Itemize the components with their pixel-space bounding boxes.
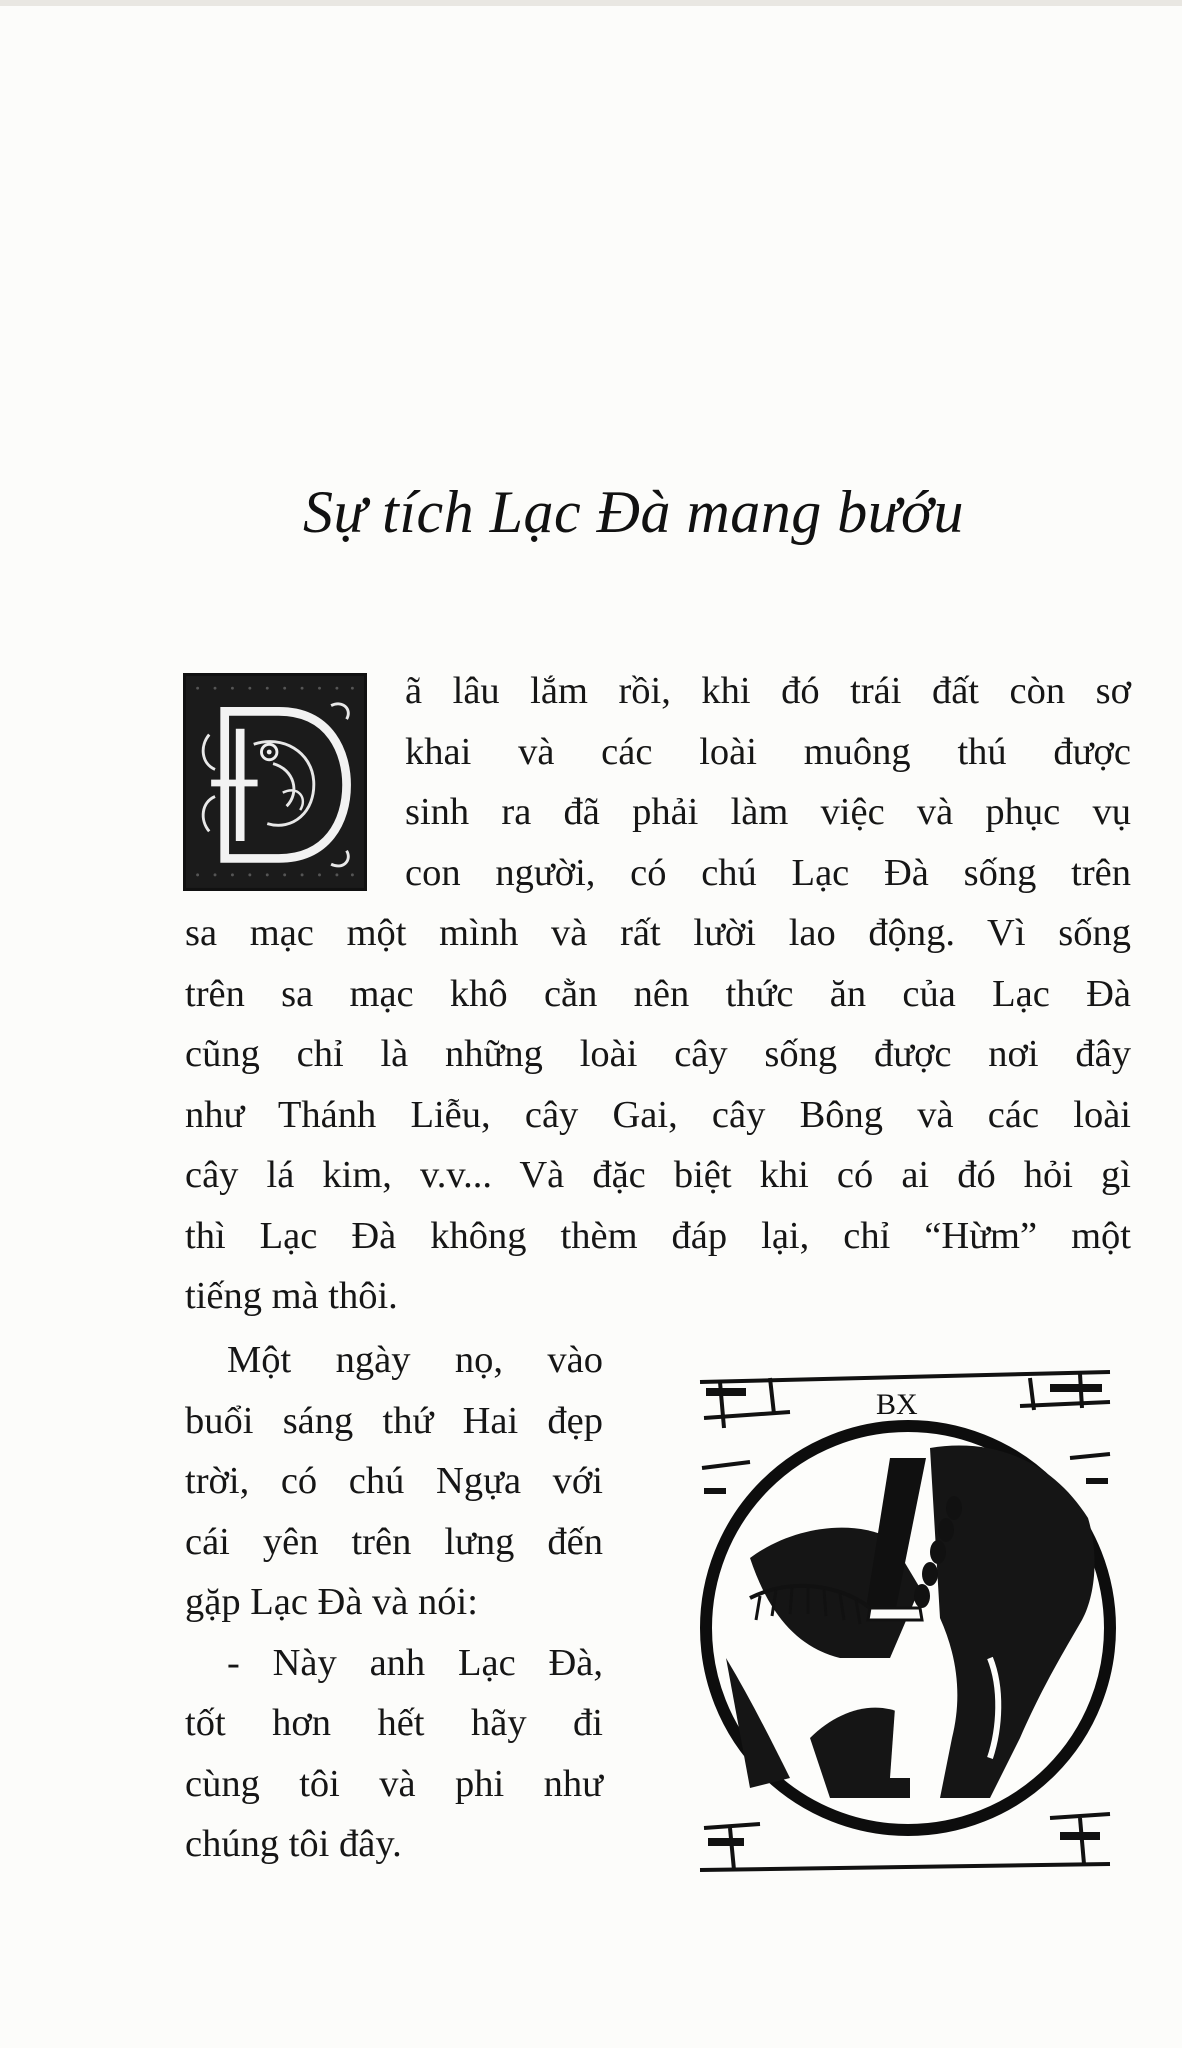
text-line: Một ngày nọ, vào: [227, 1339, 603, 1381]
text-line: cái yên trên lưng đến: [185, 1520, 603, 1563]
text-line: tốt hơn hết hãy đi: [185, 1702, 603, 1744]
paragraph-2: [185, 1330, 603, 1875]
text-line: ã lâu lắm rồi, khi đó trái đất còn sơ: [405, 670, 1131, 712]
text-line: sinh ra đã phải làm việc và phục vụ: [405, 791, 1131, 833]
text-line: cây lá kim, v.v... Và đặc biệt khi có ai đó hỏi gì: [185, 1154, 1131, 1196]
horse-illustration: [690, 1358, 1120, 1888]
dropcap-ornament: [183, 673, 367, 891]
page-edge: [0, 0, 1182, 6]
ornamental-letter-d-icon: [186, 676, 364, 888]
text-line: trời, có chú Ngựa với: [185, 1460, 603, 1502]
text-line: cũng chỉ là những loài cây sống được nơi đây: [185, 1033, 1131, 1075]
text-line: khai và các loài muông thú được: [405, 730, 1131, 773]
text-line: sa mạc một mình và rất lười lao động. Vì sống: [185, 912, 1131, 954]
text-line: buổi sáng thứ Hai đẹp: [185, 1399, 603, 1442]
story-title: Sự tích Lạc Đà mang bướu: [302, 479, 965, 545]
text-line: trên sa mạc khô cằn nên thức ăn của Lạc Đà: [185, 972, 1131, 1015]
paragraph-1-rest: [185, 903, 1131, 1327]
text-line: con người, có chú Lạc Đà sống trên: [405, 851, 1131, 894]
text-line: chúng tôi đây.: [185, 1823, 402, 1865]
text-line: cùng tôi và phi như: [185, 1762, 603, 1805]
text-line: tiếng mà thôi.: [185, 1275, 398, 1317]
text-line: gặp Lạc Đà và nói:: [185, 1581, 478, 1623]
paragraph-1-top: [405, 661, 1131, 903]
inscription-text: BX: [876, 1388, 918, 1421]
horse-saddle-icon: [690, 1358, 1120, 1888]
text-line: - Này anh Lạc Đà,: [227, 1641, 603, 1684]
text-line: thì Lạc Đà không thèm đáp lại, chỉ “Hừm” một: [185, 1214, 1131, 1257]
text-line: như Thánh Liễu, cây Gai, cây Bông và các loài: [185, 1093, 1131, 1136]
